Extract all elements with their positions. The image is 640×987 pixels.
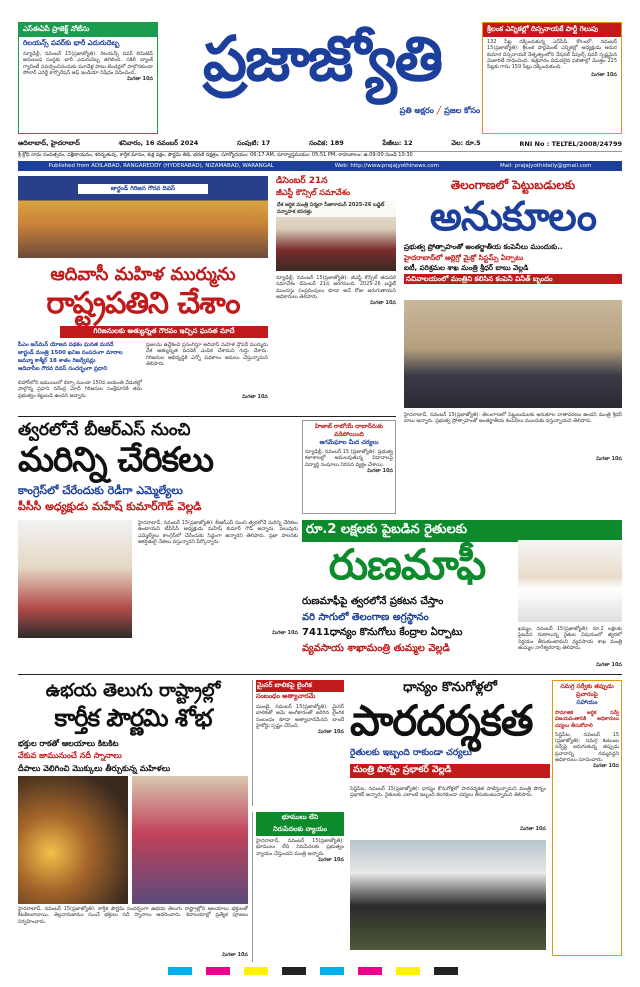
masthead-logo: ప్రజాజ్యోతి xyxy=(202,22,442,95)
karthika-sub-1: భక్తుల రాకతో ఆలయాలు కిటకిట xyxy=(18,739,119,748)
grain-sub-2: మంత్రి పొన్నం ప్రభాకర్‌ వెల్లడి xyxy=(350,764,550,778)
brs-photo xyxy=(18,520,132,638)
rule-karthika-top xyxy=(18,674,622,675)
land-subtitle: నిరుపేదలకు న్యాయం xyxy=(256,824,344,836)
land-more[interactable]: మిగతా 10వ xyxy=(318,856,344,863)
dateline-bar xyxy=(18,138,622,150)
president-bullet-4: ఆదివాసీల గౌరవ దివస్‌ సందర్భంగా ప్రధాని xyxy=(18,365,108,372)
grain-headline: పారదర్శకత xyxy=(350,696,533,745)
editions-bar xyxy=(18,161,622,171)
left-ear-box[interactable] xyxy=(18,22,158,134)
president-more[interactable]: మిగతా 10వ xyxy=(242,394,268,400)
president-bullet-3: జమ్మూ కాశ్మీర్‌ 18 శాతం రిజర్వేషన్లు xyxy=(18,357,96,364)
survey-more[interactable]: మిగతా 10వ xyxy=(593,763,619,769)
gst-text: న్యూఢిల్లీ, నవంబర్‌ 15(ప్రజాజ్యోతి): జీఎస్టీ కౌన్సిల్‌ తదుపరి సమావేశం డిసెంబర్‌ 21న జరగనుంది. 2025-26 బడ్జెట్‌ ముందస్తు సంప్రదింపులు కూడా అదే రోజు జరుగుతాయని అధికారులు తెలిపారు. xyxy=(276,275,396,300)
loan-sub-4: వ్యవసాయ శాఖామంత్రి తుమ్మల వెల్లడి xyxy=(302,642,450,654)
crime-subtitle: సంబంధం అత్యాచారమే xyxy=(256,692,316,700)
president-headline: రాష్ట్రపతిని చేశాం xyxy=(46,286,240,321)
grain-more[interactable]: మిగతా 10వ xyxy=(520,826,546,832)
right-ear-box[interactable] xyxy=(482,22,622,134)
dateline-issue: సంచిక: 189 xyxy=(309,139,344,147)
loan-more[interactable]: మిగతా 10వ xyxy=(596,662,622,668)
president-kicker: ఆదివాసీ మహిళ ముర్మును xyxy=(50,264,236,285)
tagline-divider-icon: ╱ xyxy=(436,106,445,115)
college-text: న్యూఢిల్లీ, నవంబర్‌ 15 (ప్రజాజ్యోతి): ప్రభుత్వ కళాశాలల్లో అమలవుతున్న విధానాలపై విద్యార్థి సంఘాలు నిరసన వ్యక్తం చేశాయి. xyxy=(305,449,393,468)
panchangam-line: శ్రీ క్రోధి నామ సంవత్సరం, దక్షిణాయనం, శరదృతువు, కార్తీక మాసం, శుక్ల పక్షం, పౌర్ణమి తిథి, భరణి నక్షత్రం, సూర్యోదయం: 06:17 AM, సూర్యాస్తమయం: 05:51 PM, రాహుకాలం: ఉ.09:00 నుండి 10:30 xyxy=(18,151,622,160)
rule-brs-top xyxy=(18,416,396,417)
investment-subs xyxy=(404,242,622,284)
survey-box[interactable] xyxy=(552,680,622,956)
crime-title: మైనర్ బాలికపై లైంగిక xyxy=(256,680,344,692)
gst-photo-caption: దేశ ఆర్థిక మంత్రి నిర్మలా సీతారామన్ 2025-26 బడ్జెట్‌ సన్నాహక కసరత్తు xyxy=(276,201,396,217)
brs-sub-2: పీసీసీ అధ్యక్షుడు మహేష్‌ కుమార్‌గౌడ్‌ వెల్లడి xyxy=(18,500,202,513)
masthead-tagline xyxy=(280,106,480,117)
investment-sub-2: హైదరాబాద్‌లో అల్లెగ్రో మైక్రో సిస్టమ్స్‌ ఏర్పాటు xyxy=(404,253,524,262)
crime-box[interactable] xyxy=(252,680,344,806)
left-ear-headline: రిలయన్స్ పవర్‌కు భారీ ఎదురుదెబ్బ xyxy=(23,39,120,47)
left-ear-more[interactable]: మిగతా 10వ xyxy=(127,76,153,82)
gst-more[interactable]: మిగతా 10వ xyxy=(370,300,396,306)
grain-text: సిద్దిపేట, నవంబర్‌ 15(ప్రజాజ్యోతి): ధాన్యం కొనుగోళ్లలో పారదర్శకత పాటిస్తున్నామని మంత్రి పొన్నం ప్రభాకర్‌ అన్నారు. రైతులకు ఎలాంటి ఇబ్బంది కలగకుండా చర్యలు తీసుకుంటున్నామని తెలిపారు. xyxy=(350,786,546,799)
karthika-sub-2: వేకువ జామునుంచే నదీ స్నానాలు xyxy=(18,751,122,761)
crime-text: ముంబై, నవంబర్‌ 15(ప్రజాజ్యోతి): మైనర్‌ బాలికతో ఆమె అంగీకారంతో జరిగిన లైంగిక సంబంధం కూడా అత్యాచారమేనని బాంబే హైకోర్టు స్పష్టం చేసింది. xyxy=(256,704,344,729)
swatch-magenta-2 xyxy=(358,967,382,975)
investment-kicker: తెలంగాణలో పెట్టుబడులకు xyxy=(450,178,576,192)
investment-meeting-photo xyxy=(404,300,622,408)
president-event-photo xyxy=(18,176,268,258)
gst-photo xyxy=(276,201,396,271)
land-text: హైదరాబాద్, నవంబర్‌ 15(ప్రజాజ్యోతి): భూములు లేని నిరుపేదలకు ప్రభుత్వం న్యాయం చేస్తుందని మంత్రి అన్నారు. xyxy=(256,838,344,857)
survey-text: సిద్దిపేట, నవంబర్‌ 15 (ప్రజాజ్యోతి): సమగ్ర కుటుంబ సర్వేపై జరుగుతున్న తప్పుడు ప్రచారాన్ని నమ్మవద్దని అధికారులు సూచించారు. xyxy=(555,731,619,763)
swatch-cyan-2 xyxy=(320,967,344,975)
crime-more[interactable]: మిగతా 10వ xyxy=(318,729,344,735)
investment-headline: అనుకూలం xyxy=(429,194,597,240)
president-bullets xyxy=(18,342,142,374)
karthika-text: హైదరాబాద్, నవంబర్‌ 15(ప్రజాజ్యోతి): కార్తీక పౌర్ణమి సందర్భంగా ఉభయ తెలుగు రాష్ట్రాల్లోని ఆలయాలు భక్తులతో కిటకిటలాడాయి. తెల్లవారుజాము నుంచే భక్తులు నదీ స్నానాలు ఆచరించారు. శివాలయాల్లో ప్రత్యేక పూజలు నిర్వహించారు. xyxy=(18,906,248,925)
college-title: హిజాబ్ రాబోయే దాబార్‌నుకు వడిపోయింది xyxy=(314,423,384,438)
president-subhead: గిరిజనులకు అత్యున్నత గౌరవం ఇచ్చిన ఘనత మాదే xyxy=(60,326,268,338)
brs-sub-1: కాంగ్రెస్‌లో చేరేందుకు రెడీగా ఎమ్మెల్యేలు xyxy=(18,484,183,497)
brs-headline: మరిన్ని చేరికలు xyxy=(18,440,214,480)
left-ear-text: న్యూఢిల్లీ, నవంబర్‌ 15(ప్రజాజ్యోతి): రిలయన్స్ పవర్ లిమిటెడ్ అనుబంధ సంస్థకు భారీ ఎదురుదెబ్బ తగిలింది. నకిలీ బ్యాంక్ గ్యారెంటీ సమర్పించినందుకు మూడేళ్ల పాటు టెండర్లలో పాల్గొనకుండా సోలార్ ఎనర్జీ కార్పొరేషన్ ఆఫ్ ఇండియా నిషేధం విధించింది. xyxy=(23,51,153,76)
investment-sub-1: ప్రభుత్వ ప్రోత్సాహంతో అంతర్జాతీయ కంపెనీలు ముందుకు.. xyxy=(404,243,563,251)
swatch-yellow-2 xyxy=(396,967,420,975)
college-more[interactable]: మిగతా 10వ xyxy=(367,467,393,474)
dateline-place: ఆదిలాబాద్, హైదరాబాద్ xyxy=(18,139,80,147)
college-box[interactable] xyxy=(302,420,396,514)
swatch-black-2 xyxy=(434,967,458,975)
investment-more[interactable]: మిగతా 10వ xyxy=(596,456,622,462)
karthika-more[interactable]: మిగతా 10వ xyxy=(222,952,248,958)
president-bullet-2: జార్ఖండ్‌ మంత్రి 1500 ఖనిజ సంపదంగా మారాల xyxy=(18,349,123,356)
swatch-black xyxy=(282,967,306,975)
swatch-magenta xyxy=(206,967,230,975)
loan-minister-photo xyxy=(518,540,622,622)
loan-text: ఖమ్మం, నవంబర్‌ 15(ప్రజాజ్యోతి): రూ.2 లక్షలకు పైబడిన రుణాలున్న రైతుల విషయంలో త్వరలో నిర్ణయం తీసుకుంటామని వ్యవసాయ శాఖ మంత్రి తుమ్మల నాగేశ్వరరావు తెలిపారు. xyxy=(518,626,622,651)
mail-link[interactable]: Mail: prajajyothidaily@gmail.com xyxy=(499,163,592,169)
loan-subs xyxy=(302,594,516,656)
left-ear-title: ఎస్‌ఈఏసీ ప్రాజెక్ట్ నోటీసు xyxy=(19,23,157,37)
loan-kicker: రూ.2 లక్షలకు పైబడిన రైతులకు xyxy=(302,520,622,542)
survey-bullets: సామాజిక ఆర్థిక సర్వే విజయవంతానికి అధికారులు చర్యలు తీసుకోవాలి xyxy=(555,710,619,729)
brs-more[interactable]: మిగతా 10వ xyxy=(272,630,298,636)
loan-headline: రుణమాఫీ xyxy=(328,540,486,589)
survey-subtitle: సహాయం xyxy=(576,699,598,706)
karthika-headline: కార్తీక పౌర్ణమి శోభ xyxy=(54,704,212,732)
brs-kicker: త్వరలోనే బీఆర్‌ఎస్ నుంచి xyxy=(18,420,191,440)
college-subtitle: ఆగమేఘాల మీద చర్యలు xyxy=(319,439,379,446)
land-box[interactable] xyxy=(252,812,344,962)
editions-text: Published from ADILABAD, RANGAREDDY (HYDERABAD), NIZAMABAD, WARANGAL xyxy=(48,163,274,169)
dateline-pages: పేజీలు: 12 xyxy=(382,139,413,147)
grain-kicker: ధాన్యం కొనుగోళ్లలో xyxy=(403,680,497,695)
survey-title: సమగ్ర సర్వేకు తప్పుడు ప్రచారంపై xyxy=(560,683,614,698)
karthika-subs xyxy=(18,738,248,775)
loan-sub-3: 7411ధాన్యం కొనుగోలు కేంద్రాల ఏర్పాటు xyxy=(302,627,463,638)
gst-box[interactable] xyxy=(276,176,396,416)
swatch-cyan xyxy=(168,967,192,975)
land-title: భూములు లేని xyxy=(256,812,344,824)
karthika-kicker: ఉభయ తెలుగు రాష్ట్రాల్లో xyxy=(45,680,221,701)
dateline-price: వెల: రూ.5 xyxy=(451,139,481,147)
right-ear-more[interactable]: మిగతా 10వ xyxy=(591,72,617,79)
dateline-rni: RNI No : TELTEL/2008/24799 xyxy=(519,140,622,148)
grain-photo xyxy=(350,840,546,950)
president-bullet-1: పీఎం జన్‌మన్‌ యోజన పథకం ఘనత మనదే xyxy=(18,342,114,348)
loan-sub-2: వరి సాగులో తెలంగాణ అగ్రస్థానం xyxy=(302,611,429,623)
dateline-volume: సంపుటి: 17 xyxy=(237,139,271,147)
grain-sub-1: రైతులకు ఇబ్బంది రాకుండా చర్యలు xyxy=(350,748,472,758)
president-left-text: బిహార్‌లోని జముయిలో బిర్సా ముండా 150వ జయంతి వేడుకల్లో పాల్గొన్న ప్రధాని నరేంద్ర మోదీ గిరిజనుల సంక్షేమానికి తమ ప్రభుత్వం కట్టుబడి ఉందని అన్నారు. xyxy=(18,380,142,399)
karthika-photo-devotees xyxy=(132,776,248,904)
tagline-left: ప్రతి అక్షరం xyxy=(399,106,434,115)
gst-title: డిసెంబర్‌ 21న xyxy=(276,176,328,186)
tagline-right: ప్రజల కోసం xyxy=(444,106,480,115)
right-ear-text: 132 సీట్ల దక్కించుకున్న ఎన్‌పీపీ. కొలంబో, నవంబర్‌ 15(ప్రజాజ్యోతి): శ్రీలంక పార్లమెంట్‌ ఎన్నికల్లో అధ్యక్షుడు అనుర కుమార దిస్సనాయకే నేతృత్వంలోని నేషనల్‌ పీపుల్స్‌ పవర్‌ స్పష్టమైన మెజారిటీ సాధించింది. శుక్రవారం విడుదలైన ఫలితాల్లో మొత్తం 225 సీట్లకు గాను 159 సీట్లు దక్కించుకుంది. xyxy=(487,39,617,70)
loan-sub-1: రుణమాఫీపై త్వరలోనే ప్రకటన చేస్తాం xyxy=(302,596,444,607)
investment-text: హైదరాబాద్, నవంబర్‌ 15(ప్రజాజ్యోతి): తెలంగాణలో పెట్టుబడులకు అనుకూల వాతావరణం ఉందని మంత్రి శ్రీధర్‌ బాబు అన్నారు. ప్రభుత్వ ప్రోత్సాహంతో అంతర్జాతీయ కంపెనీలు ముందుకు వస్తున్నాయని తెలిపారు. xyxy=(404,412,622,425)
investment-sub-3: ఐటీ, పరిశ్రమల శాఖ మంత్రి శ్రీధర్‌ బాబు వెల్లడి xyxy=(404,264,529,272)
swatch-yellow xyxy=(244,967,268,975)
president-banner-text: జార్ఖండ్‌ గిరిజన గౌరవ దివస్‌ xyxy=(78,184,208,194)
right-ear-title: శ్రీలంక ఎన్నికల్లో దిస్సనాయకే పార్టీ గెలుపు xyxy=(483,23,621,37)
brs-text: హైదరాబాద్, నవంబర్‌ 15(ప్రజాజ్యోతి): బీఆర్‌ఎస్‌ నుంచి త్వరలోనే మరిన్ని చేరికలు ఉంటాయని టీపీసీసీ అధ్యక్షుడు మహేష్‌ కుమార్‌ గౌడ్‌ అన్నారు. పలువురు ఎమ్మెల్యేలు కాంగ్రెస్‌లో చేరేందుకు సిద్ధంగా ఉన్నారని తెలిపారు. ప్రజా పాలనకు ఆకర్షితులై నేతలు వస్తున్నారని పేర్కొన్నారు. xyxy=(138,520,298,545)
web-link[interactable]: Web: http://www.prajajyothinews.com xyxy=(334,163,439,169)
karthika-sub-3: దీపాలు వెలిగించి మొక్కులు తీర్చుకున్న మహిళలు xyxy=(18,763,171,773)
karthika-photo-lamps xyxy=(18,776,128,904)
gst-subtitle: జీఎస్టీ కౌన్సిల్‌ సమావేశం xyxy=(276,188,351,197)
president-right-text: ప్రజలను ఉద్దేశించి ప్రసంగిస్తూ ఆదివాసీ మహిళ ద్రౌపదీ ముర్మును దేశ అత్యున్నత పదవికి ఎంపిక చేశామని గుర్తు చేశారు. గిరిజనుల అభివృద్ధికి ఎన్నో పథకాలు అమలు చేస్తున్నామని తెలిపారు. xyxy=(146,342,268,367)
investment-sub-4: సచివాలయంలో మంత్రిని కలిసిన కంపెనీ వినీత్‌ బృందం xyxy=(404,274,622,285)
print-registration-bar xyxy=(18,966,622,976)
dateline-date: శనివారం, 16 నవంబర్ 2024 xyxy=(118,139,199,147)
